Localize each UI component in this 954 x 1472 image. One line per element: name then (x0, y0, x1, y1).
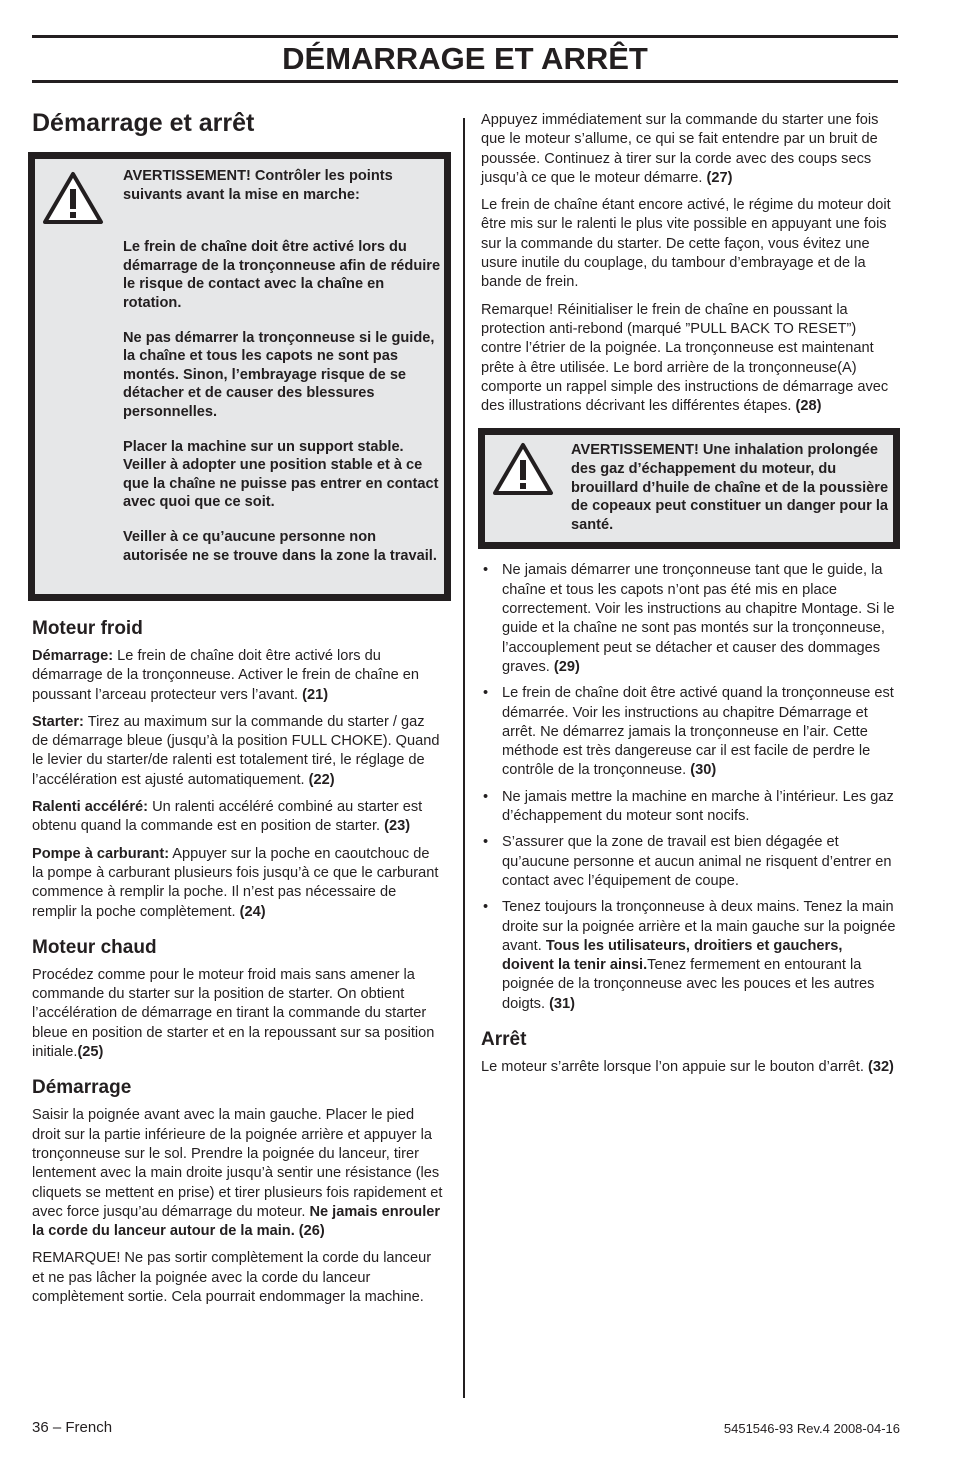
paragraph-text: Le moteur s’arrête lorsque l’on appuie sur le bouton d’arrêt. (481, 1058, 868, 1075)
bullet-icon: • (483, 834, 489, 851)
page-header (32, 35, 898, 83)
list-item-text: Le frein de chaîne doit être activé quand la tronçonneuse est démarrée. Voir les instructions au chapitre Démarrage et arrêt. Ne démarrez jamais la tronçonneuse en l’air. Cette méthode est très dangereuse car il est facile de perdre le contrôle de la tronçonneuse. (502, 685, 894, 779)
warning-paragraph: Placer la machine sur un support stable. Veiller à adopter une position stable et à ce que la chaîne ne puisse pas entrer en contact avec quoi que ce soit. (123, 438, 439, 511)
warning-box-exhaust (478, 428, 900, 549)
page-number: 36 – French (32, 1419, 113, 1436)
warning-text: AVERTISSEMENT! Une inhalation prolongée des gaz d’échappement du moteur, du brouillard d’huile de chaîne et de la poussière de copeaux peut constituer un danger pour la santé. (571, 442, 889, 533)
warning-triangle-icon (41, 170, 105, 226)
list-item-text: S’assurer que la zone de travail est bien dégagée et qu’aucune personne et aucun animal ne risquent d’entrer en contact avec l’équipement de coupe. (502, 834, 892, 889)
paragraph-starter-release (481, 111, 896, 188)
figure-ref: (30) (690, 762, 717, 779)
warning-triangle-icon (491, 441, 555, 497)
paragraph-demarrage-procedure (32, 1106, 444, 1241)
document-revision: 5451546-93 Rev.4 2008-04-16 (723, 1421, 900, 1436)
figure-ref: (31) (549, 995, 576, 1012)
paragraph-text: Procédez comme pour le moteur froid mais sans amener la commande du starter sur la position de starter. On obtient l’accélération de démarrage en tirant la commande du starter bleue en position de starter et en la repoussant sur sa position initiale. (32, 966, 435, 1061)
list-item-text: Ne jamais démarrer une tronçonneuse tant que le guide, la chaîne et tous les capots n’ont pas été mis en place correctement. Voir les instructions au chapitre Montage. Si le guide et la chaîne ne sont pas montés sur la tronçonneuse, l’accouplement peut se détacher et causer des dommages graves. (502, 562, 895, 675)
warning-paragraph: Le frein de chaîne doit être activé lors du démarrage de la tronçonneuse afin de réduire le risque de contact avec la chaîne en rotation. (123, 239, 441, 311)
paragraph-text: Un ralenti accéléré combiné au starter est obtenu quand la commande est en position de starter. (32, 799, 423, 835)
paragraph-ralenti-frein: Le frein de chaîne étant encore activé, le régime du moteur doit être mis sur le ralenti le plus vite possible en appuyant une fois sur la commande du starter. De cette façon, vous évitez une usure inutile du couplage, du tambour d’embrayage et de la bande de frein. (481, 197, 891, 291)
bullet-icon: • (483, 899, 489, 916)
term-label: Démarrage: (32, 648, 114, 664)
paragraph-demarrage (32, 647, 444, 705)
paragraph-pompe (32, 845, 444, 922)
paragraph-starter (32, 713, 444, 790)
paragraph-text: Remarque! Réinitialiser le frein de chaîne en poussant la protection anti-rebond (marqué ”PULL BACK TO RESET”) contre l’étrier de la poignée. La tronçonneuse est maintenant prête à être utilisée. Le bord arrière de la tronçonneuse(A) comporte un rappel simple des instructions de démarrage avec des illustrations décrivant les différentes étapes. (481, 301, 889, 415)
paragraph-text: Tirez au maximum sur la commande du starter / gaz de démarrage bleue (jusqu’à la position FULL CHOKE). Quand le levier du starter/de ralenti est totalement tiré, le réglage de l’accélération est ajusté automatiquement. (32, 713, 440, 788)
figure-ref: (29) (553, 658, 580, 675)
list-item (481, 788, 896, 827)
bullet-icon: • (483, 562, 489, 579)
warning-box-start (28, 152, 451, 601)
subheading-moteur-froid: Moteur froid (32, 618, 143, 639)
warning-paragraph: AVERTISSEMENT! Contrôler les points suivants avant la mise en marche: (123, 168, 393, 203)
paragraph-remarque: REMARQUE! Ne pas sortir complètement la corde du lanceur et ne pas lâcher la poignée avec la corde du lanceur complètement sortie. Cela pourrait endommager la machine. (32, 1250, 432, 1306)
right-column (481, 111, 896, 1085)
subheading-arret: Arrêt (481, 1028, 527, 1050)
safety-bullet-list (481, 561, 896, 1014)
bullet-icon: • (483, 788, 489, 805)
section-title: Démarrage et arrêt (32, 109, 255, 137)
page-title: DÉMARRAGE ET ARRÊT (282, 41, 648, 76)
warning-paragraph: Veiller à ce qu’aucune personne non autorisée ne se trouve dans la zone la travail. (123, 528, 437, 564)
list-item (481, 684, 896, 780)
figure-ref: (24) (239, 903, 266, 920)
subheading-moteur-chaud: Moteur chaud (32, 936, 157, 958)
paragraph-arret (481, 1058, 896, 1077)
list-item (481, 833, 896, 891)
figure-ref: (25) (77, 1044, 104, 1061)
figure-ref: (32) (867, 1058, 894, 1075)
paragraph-ralenti (32, 798, 444, 837)
paragraph-text: Le frein de chaîne doit être activé lors du démarrage de la tronçonneuse. Activer le frein de chaîne en poussant l’arceau protecteur vers l’avant. (32, 648, 419, 703)
list-item-text: Tenez toujours la tronçonneuse à deux mains. Tenez la main droite sur la poignée arrière et la main gauche sur la poignée avant. (502, 899, 896, 954)
subheading-demarrage: Démarrage (32, 1077, 132, 1099)
paragraph-text: Appuyer sur la poche en caoutchouc de la pompe à carburant plusieurs fois jusqu’à ce que le carburant commence à remplir la poche. Il n’est pas nécessaire de remplir la poche complètement. (32, 845, 439, 920)
list-item (481, 561, 896, 677)
warning-paragraph: Ne pas démarrer la tronçonneuse si le guide, la chaîne et tous les capots ne sont pas montés. Sinon, l’embrayage risque de se détacher et de causer des blessures personnelles. (123, 329, 435, 420)
paragraph-moteur-chaud (32, 966, 444, 1062)
figure-ref: (27) (706, 169, 733, 186)
paragraph-text: Appuyez immédiatement sur la commande du starter une fois que le moteur s’allume, ce qui se fait entendre par un bruit de poussée. Continuez à tirer sur la corde avec des coups secs jusqu’à ce que le moteur démarre. (481, 112, 879, 186)
list-item (481, 898, 896, 1014)
bold-warning-text: Ne jamais enrouler la corde du lanceur autour de la main. (26) (32, 1203, 441, 1240)
figure-ref: (23) (384, 818, 411, 835)
paragraph-text: Saisir la poignée avant avec la main gauche. Placer le pied droit sur la partie inférieure de la poignée arrière et appuyer la tronçonneuse sur le sol. Prendre la poignée du lanceur, tirer lentement avec la main droite jusqu’à sentir une résistance (les cliquets se mettent en prise) et tirer plusieurs fois rapidement et avec force jusqu’au démarrage du moteur. (32, 1107, 443, 1220)
warning-text (123, 167, 441, 581)
list-item-text: Ne jamais mettre la machine en marche à l’intérieur. Les gaz d’échappement du moteur sont nocifs. (502, 788, 894, 825)
bullet-icon: • (483, 685, 489, 702)
paragraph-remarque-frein (481, 301, 896, 417)
term-label: Ralenti accéléré: (32, 799, 149, 816)
figure-ref: (22) (308, 771, 335, 788)
term-label: Starter: (32, 713, 84, 730)
column-divider (463, 118, 465, 1398)
term-label: Pompe à carburant: (32, 845, 170, 862)
list-item-text: Tenez fermement en entourant la poignée de la tronçonneuse avec les pouces et les autres doigts. (502, 957, 875, 1012)
figure-ref: (28) (795, 398, 822, 415)
bold-instruction: Tous les utilisateurs, droitiers et gauchers, doivent la tenir ainsi. (502, 937, 843, 974)
left-column (32, 106, 444, 1315)
figure-ref: (21) (302, 686, 329, 703)
